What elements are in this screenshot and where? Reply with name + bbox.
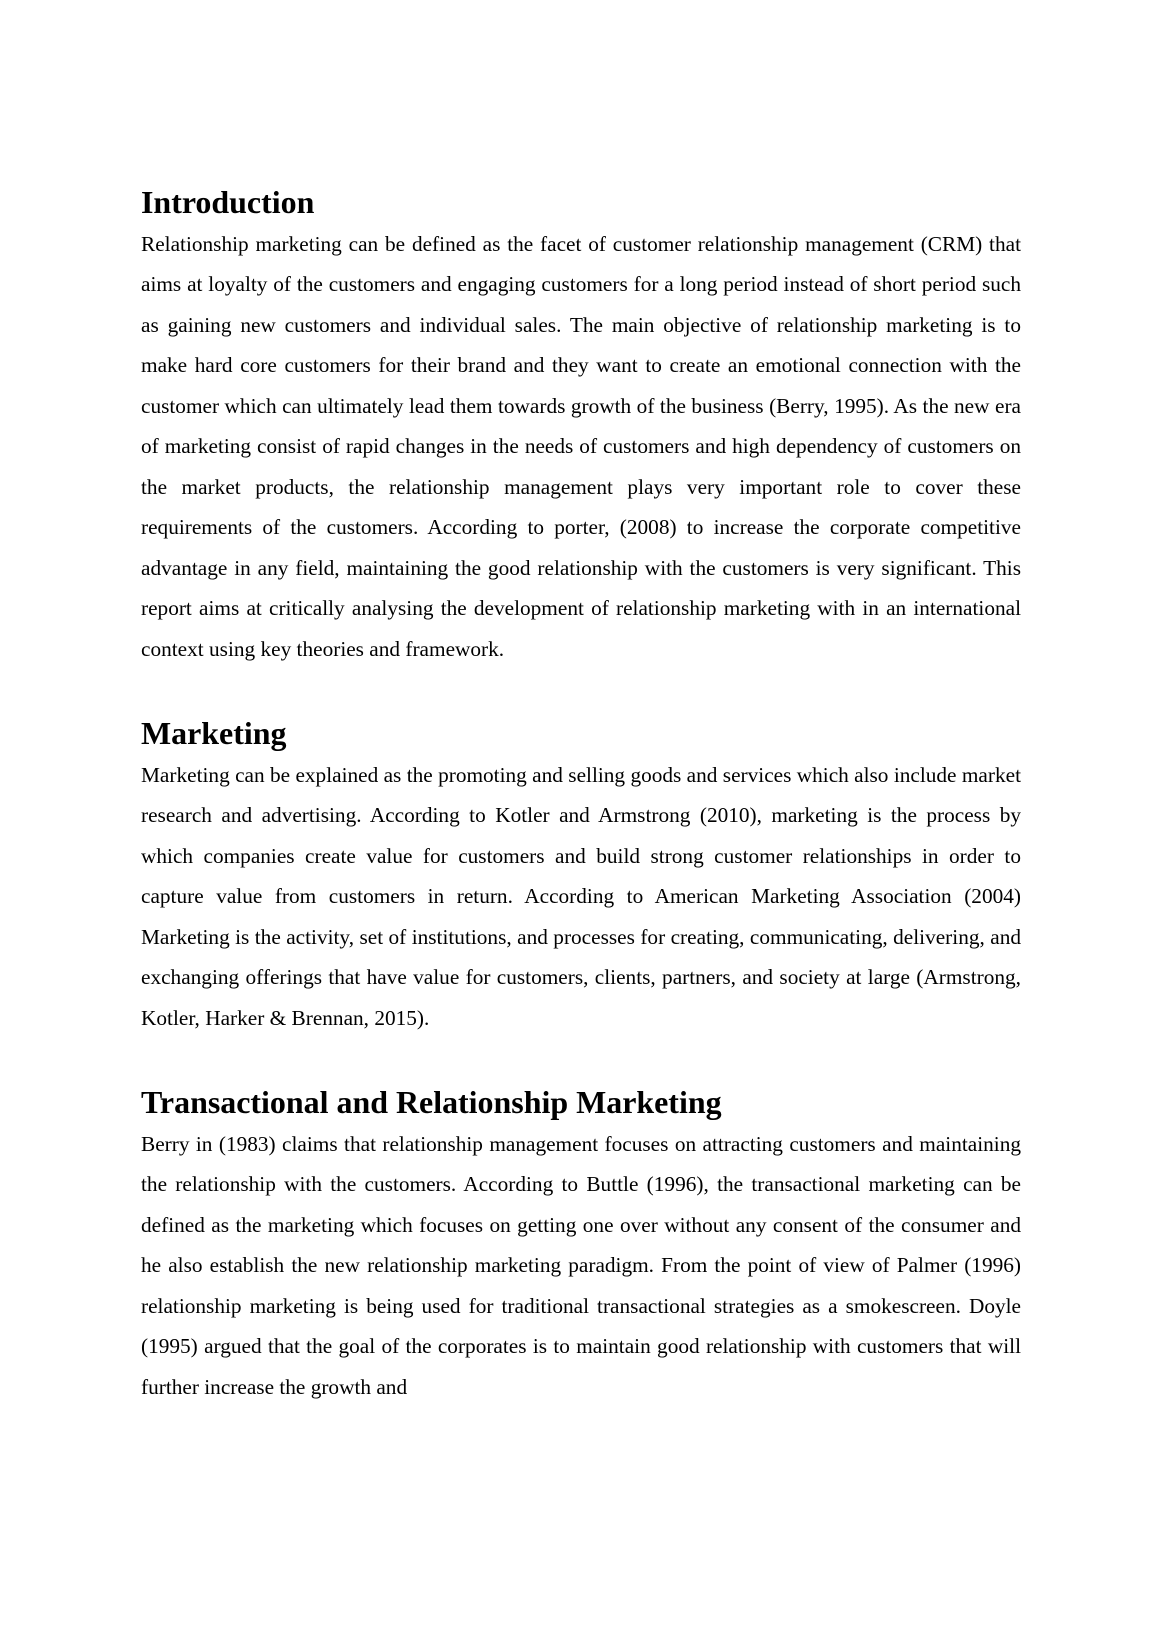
section-introduction (141, 183, 1021, 669)
section-marketing (141, 714, 1021, 1038)
section-heading-marketing: Marketing (141, 716, 287, 751)
section-transactional-relationship-marketing (141, 1083, 1021, 1407)
section-body-marketing: Marketing can be explained as the promoting and selling goods and services which also include market research and advertising. According to Kotler and Armstrong (2010), marketing is the process by which companies create value for customers and build strong customer relationships in order to capture value from customers in return. According to American Marketing Association (2004) Marketing is the activity, set of institutions, and processes for creating, communicating, delivering, and exchanging offerings that have value for customers, clients, partners, and society at large (Armstrong, Kotler, Harker & Brennan, 2015). (141, 762, 1021, 1030)
section-spacer (141, 669, 1021, 714)
section-heading-transactional-relationship-marketing: Transactional and Relationship Marketing (141, 1085, 722, 1120)
section-heading-introduction: Introduction (141, 185, 315, 220)
section-body-introduction: Relationship marketing can be defined as the facet of customer relationship management (CRM) that aims at loyalty of the customers and engaging customers for a long period instead of short period such as gaining new customers and individual sales. The main objective of relationship marketing is to make hard core customers for their brand and they want to create an emotional connection with the customer which can ultimately lead them towards growth of the business (Berry, 1995). As the new era of marketing consist of rapid changes in the needs of customers and high dependency of customers on the market products, the relationship management plays very important role to cover these requirements of the customers. According to porter, (2008) to increase the corporate competitive advantage in any field, maintaining the good relationship with the customers is very significant. This report aims at critically analysing the development of relationship marketing with in an international context using key theories and framework. (141, 231, 1021, 661)
document-page (141, 183, 1021, 1407)
section-body-transactional-relationship-marketing: Berry in (1983) claims that relationship management focuses on attracting customers and maintaining the relationship with the customers. According to Buttle (1996), the transactional marketing can be defined as the marketing which focuses on getting one over without any consent of the consumer and he also establish the new relationship marketing paradigm. From the point of view of Palmer (1996) relationship marketing is being used for traditional transactional strategies as a smokescreen. Doyle (1995) argued that the goal of the corporates is to maintain good relationship with customers that will further increase the growth and (141, 1131, 1021, 1399)
section-spacer (141, 1038, 1021, 1083)
